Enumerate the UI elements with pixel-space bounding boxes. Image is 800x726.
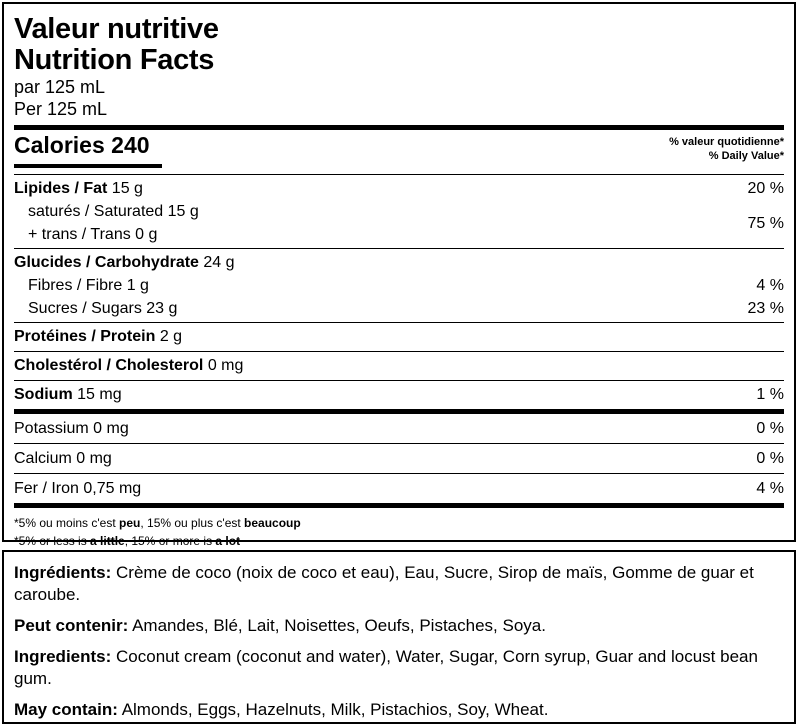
iron-label: Fer / Iron 0,75 mg <box>14 480 142 497</box>
ingredients-en-text: Coconut cream (coconut and water), Water, Sugar, Corn syrup, Guar and locust bean gum. <box>14 647 758 688</box>
sodium-label: Sodium <box>14 386 73 403</box>
calcium-dv: 0 % <box>756 450 784 467</box>
may-contain-fr-label: Peut contenir: <box>14 616 129 635</box>
daily-value-header <box>669 135 784 163</box>
carb-row <box>14 249 784 274</box>
serving-en: Per 125 mL <box>14 99 108 119</box>
ingredients-fr-text: Crème de coco (noix de coco et eau), Eau, Sucre, Sirop de maïs, Gomme de guar et caroube. <box>14 563 754 604</box>
ingredients-fr <box>14 562 784 606</box>
ingredients-en-label: Ingredients: <box>14 647 112 666</box>
calories-row <box>14 130 784 174</box>
calcium-label: Calcium 0 mg <box>14 450 112 467</box>
fibre-row <box>14 274 784 297</box>
footnote-en-bold: a little <box>90 534 125 548</box>
cholesterol-label: Cholestérol / Cholesterol <box>14 357 204 374</box>
trans-label: + trans / Trans 0 g <box>28 226 158 243</box>
sodium-amount: 15 mg <box>77 386 122 403</box>
fibre-label: Fibres / Fibre 1 g <box>28 277 149 294</box>
footnote-fr-bold: beaucoup <box>244 516 301 530</box>
footnote-en-text: , 15% or more is <box>124 534 216 548</box>
fat-dv: 20 % <box>747 180 784 197</box>
may-contain-fr <box>14 615 784 637</box>
calories-label: Calories 240 <box>14 132 150 158</box>
footnote-en <box>14 532 784 550</box>
sugars-label: Sucres / Sugars 23 g <box>28 300 178 317</box>
potassium-dv: 0 % <box>756 420 784 437</box>
ingredients-panel <box>2 550 796 724</box>
dv-header-fr: % valeur quotidienne* <box>669 136 784 148</box>
nutrition-facts-panel <box>2 2 796 548</box>
ingredients-fr-label: Ingrédients: <box>14 563 112 582</box>
sat-trans-group <box>14 200 784 248</box>
carb-label: Glucides / Carbohydrate <box>14 254 199 271</box>
iron-dv: 4 % <box>756 480 784 497</box>
carb-amount: 24 g <box>203 254 235 271</box>
potassium-label: Potassium 0 mg <box>14 420 129 437</box>
footnote <box>14 508 784 550</box>
cholesterol-amount: 0 mg <box>207 357 244 374</box>
footnote-en-bold: a lot <box>215 534 241 548</box>
fibre-dv: 4 % <box>756 277 784 294</box>
footnote-fr-bold: peu <box>119 516 141 530</box>
protein-amount: 2 g <box>159 328 183 345</box>
may-contain-en-text: Almonds, Eggs, Hazelnuts, Milk, Pistachios, Soy, Wheat. <box>117 700 549 719</box>
cholesterol-row <box>14 352 784 380</box>
calcium-row <box>14 444 784 473</box>
sodium-dv: 1 % <box>756 386 784 403</box>
sugars-row <box>14 297 784 322</box>
potassium-row <box>14 414 784 443</box>
fat-row <box>14 175 784 200</box>
sugars-dv: 23 % <box>747 300 784 317</box>
may-contain-en <box>14 699 784 721</box>
sat-trans-dv: 75 % <box>747 215 784 232</box>
saturated-label: saturés / Saturated 15 g <box>28 203 199 220</box>
protein-label: Protéines / Protein <box>14 328 156 345</box>
footnote-fr-text: *5% ou moins c'est <box>14 516 120 530</box>
fat-amount: 15 g <box>111 180 143 197</box>
title-fr: Valeur nutritive <box>14 13 219 45</box>
ingredients-en <box>14 646 784 690</box>
protein-row <box>14 323 784 351</box>
dv-header-en: % Daily Value* <box>708 150 784 162</box>
may-contain-fr-text: Amandes, Blé, Lait, Noisettes, Oeufs, Pistaches, Soya. <box>128 616 546 635</box>
may-contain-en-label: May contain: <box>14 700 118 719</box>
footnote-fr <box>14 514 784 532</box>
calories-underline <box>14 164 162 168</box>
footnote-en-text: *5% or less is <box>14 534 91 548</box>
iron-row <box>14 474 784 503</box>
serving-fr: par 125 mL <box>14 77 106 97</box>
fat-label: Lipides / Fat <box>14 180 108 197</box>
title-en: Nutrition Facts <box>14 44 215 76</box>
footnote-fr-text: , 15% ou plus c'est <box>140 516 245 530</box>
sodium-row <box>14 381 784 409</box>
